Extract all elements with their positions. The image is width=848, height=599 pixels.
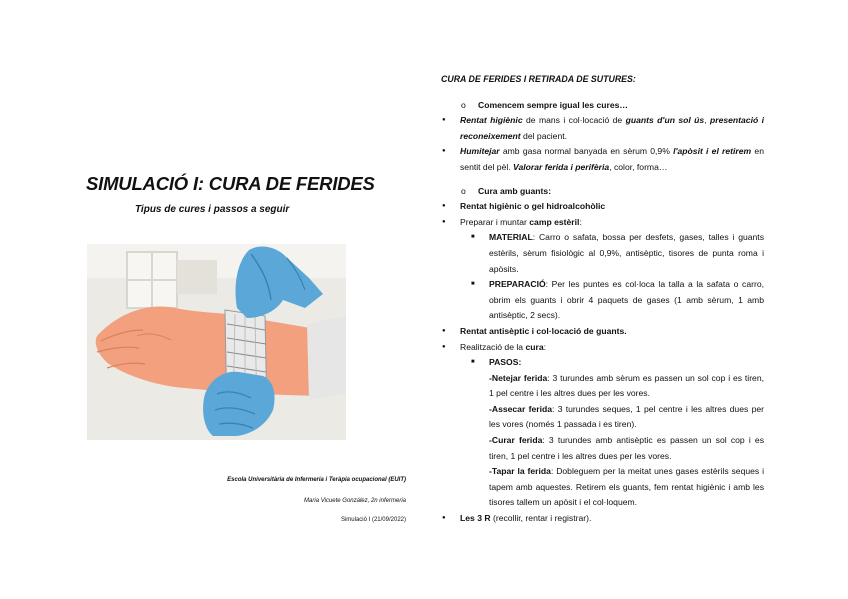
step-item: -Assecar ferida: 3 turundes seques, 1 pel centre i les altres dues per les vores (només 1 passada i es tiren).: [489, 403, 764, 430]
list-item: ■ MATERIAL: Carro o safata, bossa per desfets, gases, talles i guants estèrils, sèrum fisiològic al 0,9%, antisèptic, tisores de punta roma i apòsits.: [441, 230, 764, 277]
list-item: ■ PREPARACIÓ: Per les puntes es col·loca la talla a la safata o carro, obrim els guants i obrir 4 paquets de gases (1 amb sèrum, 1 amb antisèptic, 2 secs).: [441, 277, 764, 324]
list-item: ● Les 3 R (recollir, rentar i registrar).: [441, 511, 764, 527]
list-item: o Cura amb guants:: [441, 184, 764, 200]
list-item: ● Preparar i muntar camp estèril:: [441, 215, 764, 231]
step-item: -Netejar ferida: 3 turundes amb sèrum es passen un sol cop i es tiren, 1 pel centre i les altres dues per les vores.: [489, 372, 764, 399]
footer-school: Escola Universitària de Infermeria i Teràpia ocupacional (EUIT): [227, 477, 406, 483]
procedure-notes: [441, 72, 764, 527]
footer-date: Simulació I (21/09/2022): [340, 517, 406, 523]
list-item: ■ PASOS:: [441, 355, 764, 371]
footer-author: Maria Vicuete González, 2n infermeria: [304, 498, 406, 504]
page-subtitle: Tipus de cures i passos a seguir: [135, 204, 290, 215]
page-title: SIMULACIÓ I: CURA DE FERIDES: [86, 173, 375, 194]
list-item: ● Humitejar amb gasa normal banyada en sèrum 0,9% l'apòsit i el retirem en sentit del pèl. Valorar ferida i perifèria, color, forma…: [441, 144, 764, 175]
list-item: ● Realització de la cura:: [441, 340, 764, 356]
list-item: ● Rentat antisèptic i col·locació de guants.: [441, 324, 764, 340]
list-item: ● Rentat higiènic de mans i col·locació de guants d'un sol ús, presentació i reconeixement del pacient.: [441, 113, 764, 144]
step-item: -Curar ferida: 3 turundes amb antisèptic es passen un sol cop i es tiren, 1 pel centre i les altres dues per les vores.: [489, 435, 764, 461]
section-title: CURA DE FERIDES I RETIRADA DE SUTURES:: [441, 74, 636, 84]
list-item: ● Rentat higiènic o gel hidroalcohòlic: [441, 199, 764, 215]
list-item: o Comencem sempre igual les cures…: [441, 98, 764, 114]
bandaging-illustration: [87, 244, 346, 440]
step-item: -Tapar la ferida: Dobleguem per la meitat unes gases estèrils seques i tapem amb aquestes. Retirem els guants, fem rentat higiènic i amb les tisores tallem un apòsit i el col·loquem.: [489, 466, 764, 508]
